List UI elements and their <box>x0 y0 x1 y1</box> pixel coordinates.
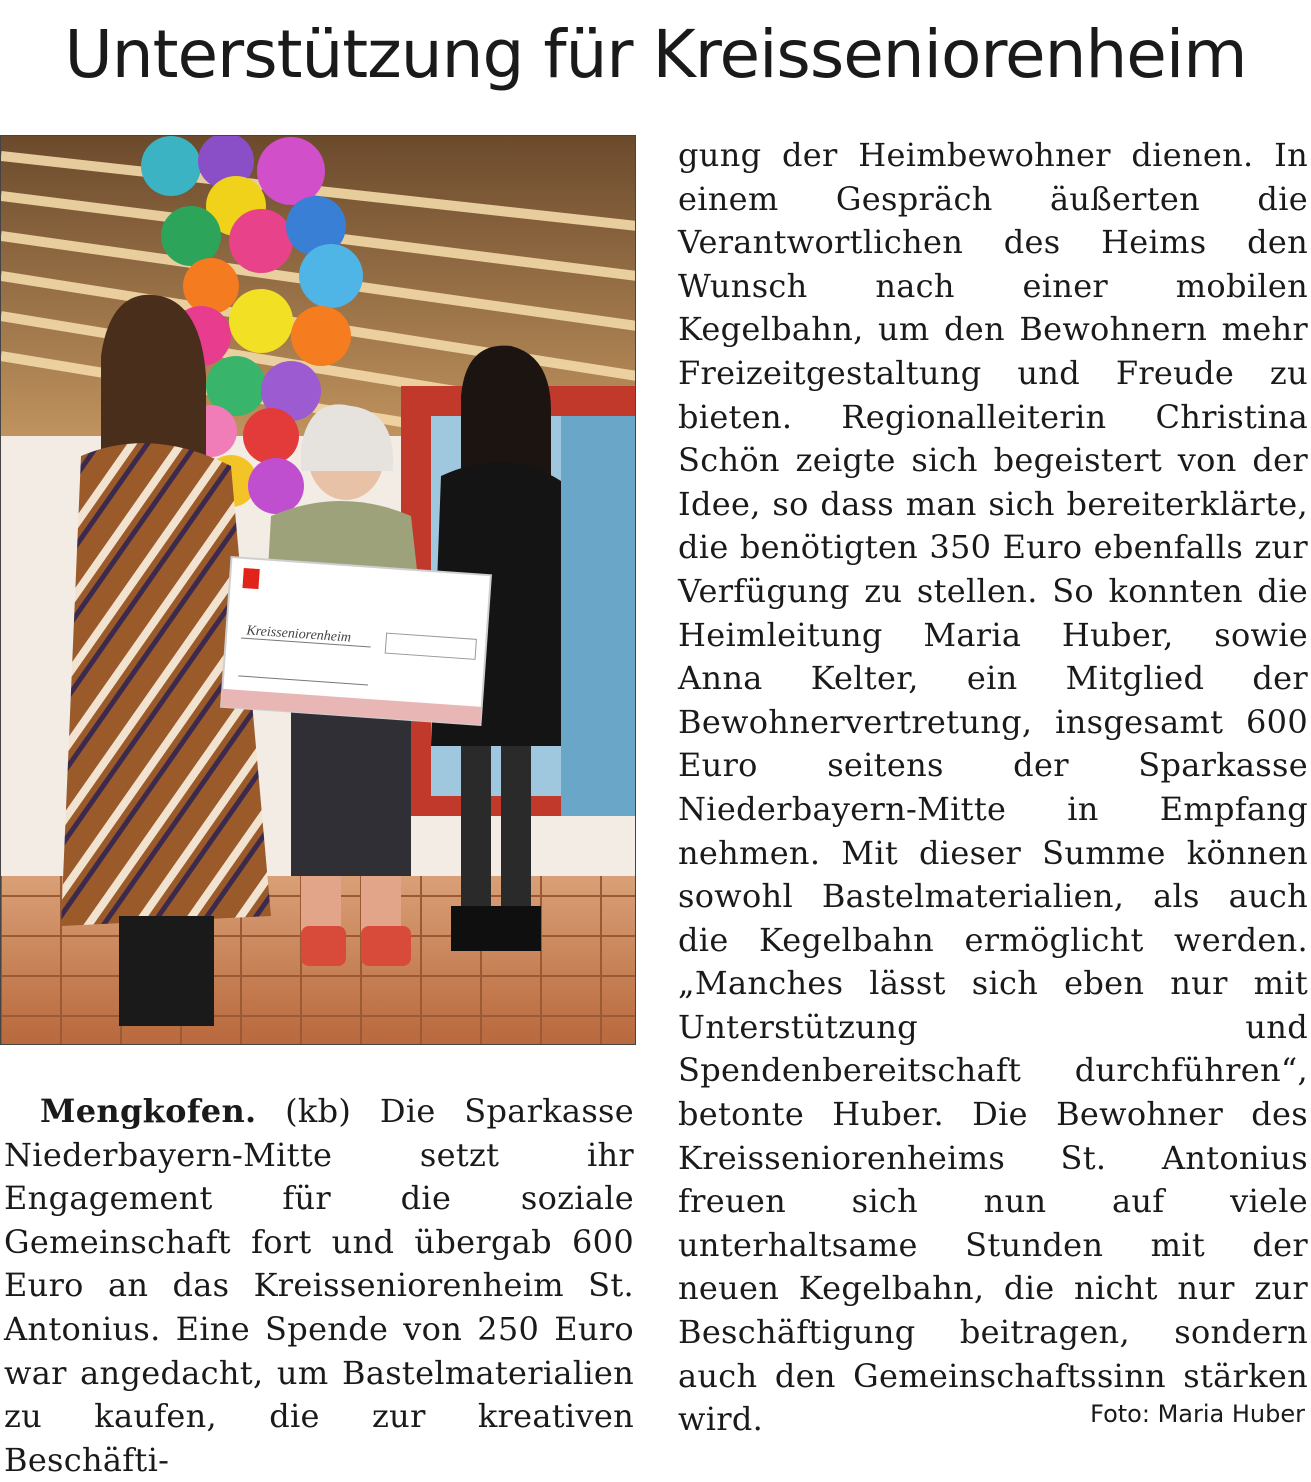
photo-credit: Foto: Maria Huber <box>1090 1400 1305 1428</box>
article-photo <box>0 135 636 1045</box>
headline: Unterstützung für Kreisseniorenheim <box>64 16 1247 93</box>
article-column-right <box>678 134 1308 1442</box>
check-payee: Kreisseniorenheim <box>245 623 352 646</box>
article-body-right: gung der Heimbewohner dienen. In einem Gespräch äußerten die Verantwortlichen des Heims den Wunsch nach einer mobilen Kegelbahn, um den Bewohnern mehr Freizeitgestaltung und Freude zu bieten. Regionalleiterin Christina Schön zeigte sich begeistert von der Idee, so dass man sich bereiterklärte, die benötigten 350 Euro ebenfalls zur Verfügung zu stellen. So konnten die Heimleitung Maria Huber, sowie Anna Kelter, ein Mitglied der Bewohnervertretung, insgesamt 600 Euro seitens der Sparkasse Niederbayern-Mitte in Empfang nehmen. Mit dieser Summe können sowohl Bastelmaterialien, als auch die Kegelbahn ermöglicht werden. „Manches lässt sich eben nur mit Unterstützung und Spendenbereitschaft durchführen“, betonte Huber. Die Bewohner des Kreisseniorenheims St. Antonius freuen sich nun auf viele unterhaltsame Stunden mit der neuen Kegelbahn, die nicht nur zur Beschäftigung beitragen, sondern auch den Gemeinschaftssinn stärken wird. <box>678 136 1308 1439</box>
article-column-left <box>4 1090 634 1482</box>
dateline: Mengkofen. <box>40 1092 257 1130</box>
article-body-left: (kb) Die Sparkasse Niederbayern-Mitte setzt ihr Engagement für die soziale Gemeinschaft fort und übergab 600 Euro an das Kreisseniorenheim St. Antonius. Eine Spende von 250 Euro war angedacht, um Bastelmaterialien zu kaufen, die zur kreativen Beschäfti- <box>4 1092 634 1479</box>
